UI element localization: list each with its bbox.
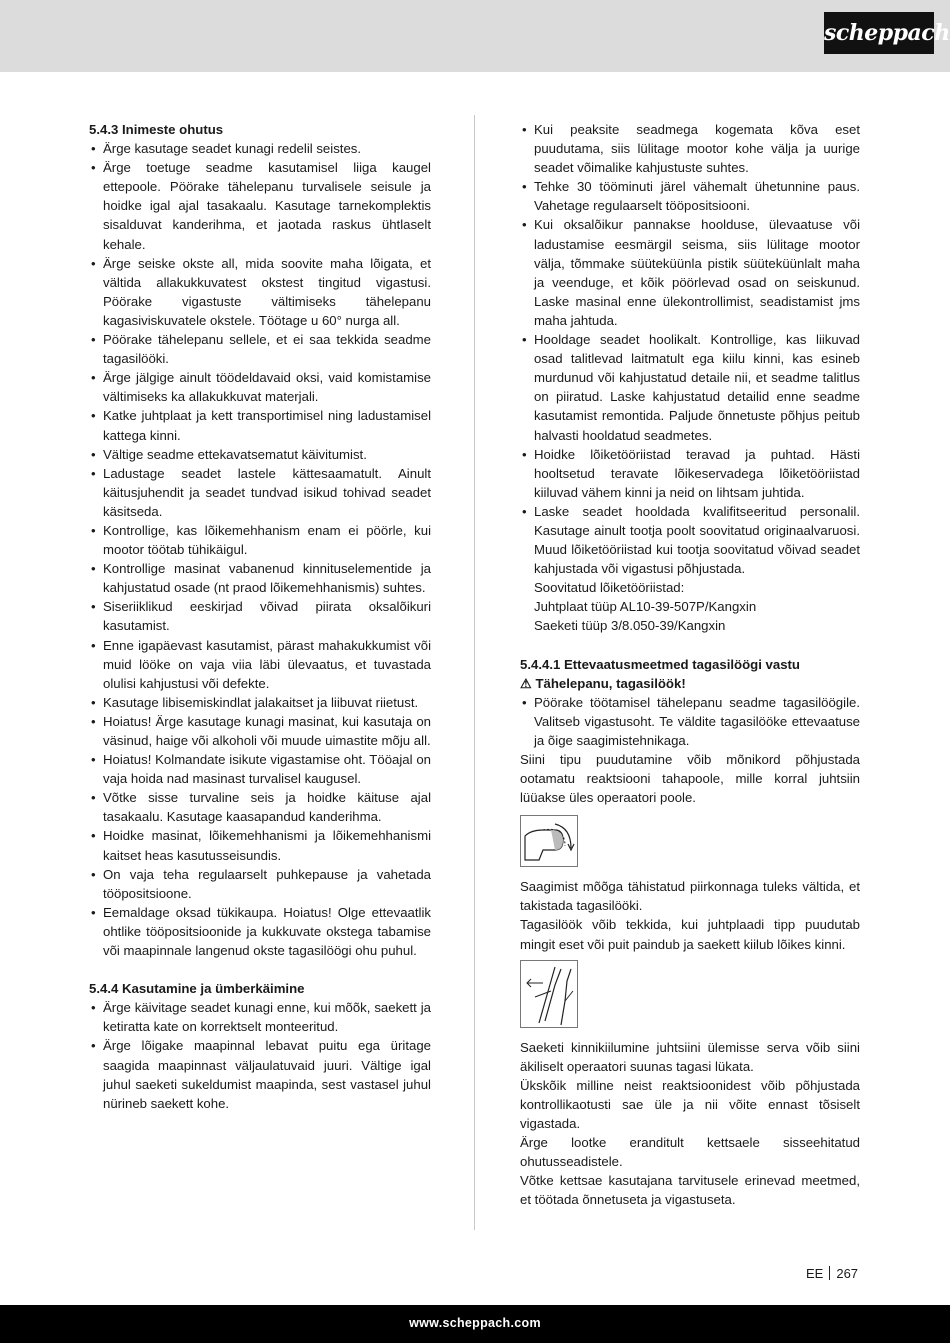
recommended-chain: Saeketi tüüp 3/8.050-39/Kangxin [534,618,726,634]
page-separator [829,1266,830,1280]
kickback-list [520,693,860,750]
list-item: • Siseriiklikud eeskirjad võivad piirata oksalõikuri kasutamist. [89,597,431,635]
page-number [806,1266,858,1281]
list-item: • Pöörake tähelepanu sellele, et ei saa tekkida seadme tagasilööki. [89,330,431,368]
kickback-zone-figure [520,815,578,867]
section-heading-5-4-3: 5.4.3 Inimeste ohutus [89,122,224,137]
list-item: • Võtke sisse turvaline seis ja hoidke käituse ajal tasakaalu. Kasutage kaasapandud kanderihma. [89,788,431,826]
column-divider [474,115,475,1230]
list-item: • Ladustage seadet lastele kättesaamatult. Ainult käitusjuhendit ja seadet tundvad isikud tohivad seadet käsitseda. [89,464,431,521]
pinching-figure [520,960,578,1028]
list-item: • Ärge lõigake maapinnal lebavat puitu ega üritage saagida maapinnast väljaulatuvaid juuri. Vältige igal juhul saeketi sukeldumist maapinda, sest vastasel juhul nürineb saekett kohe. [89,1036,431,1112]
paragraph: Tagasilöök võib tekkida, kui juhtplaadi tipp puudutab mingit eset või puit paindub ja saekett kiilub lõikes kinni. [520,917,860,952]
footer-url[interactable]: www.scheppach.com [409,1316,541,1330]
paragraph: Ärge lootke eranditult kettsaele sisseehitatud ohutusseadistele. [520,1135,860,1170]
list-item: • Laske seadet hooldada kvalifitseeritud personalil. Kasutage ainult tootja poolt soovitatud originaalvaruosi. Muud lõiketööriistad kui tootja soovitatud võivad seadet kahjustada või vigastusi põhjustada. [520,502,860,578]
right-column [520,120,860,1210]
list-item: • Ärge seiske okste all, mida soovite maha lõigata, et vältida allakukkuvatest okstest tingitud vigastusi. Pöörake vigastuste vältimiseks tähelepanu kagasiviskuvatele okstele. Töötage u 60° nurga all. [89,254,431,330]
footer-bar [0,1305,950,1343]
list-item: • Tehke 30 tööminuti järel vähemalt ühetunnine paus. Vahetage regulaarselt tööpositsiooni. [520,177,860,215]
brand-logo: scheppach [824,12,934,54]
list-item: • Katke juhtplaat ja kett transportimisel ning ladustamisel kattega kinni. [89,406,431,444]
section-heading-5-4-4-1: 5.4.4.1 Ettevaatusmeetmed tagasilöögi vastu [520,656,800,672]
paragraph: Siini tipu puudutamine võib mõnikord põhjustada ootamatu reaktsiooni tahapoole, mille korral juhtsiin lüüakse üles operaatori poole. [520,752,860,806]
section-heading-5-4-4: 5.4.4 Kasutamine ja ümberkäimine [89,981,305,997]
list-item: • Hoiatus! Ärge kasutage kunagi masinat, kui kasutaja on väsinud, haige või alkoholi või muude uimastite mõju all. [89,712,431,750]
list-item: • Hoiatus! Kolmandate isikute vigastamise oht. Tööajal on vaja hoida nad masinast turvalisel kaugusel. [89,750,431,788]
left-column [89,120,431,1113]
list-item: • Ärge toetuge seadme kasutamisel liiga kaugel ettepoole. Pöörake tähelepanu turvalisele seisule ja hoidke igal ajal tasakaalu. Kasutage tarnekomplektis sisalduvat kanderihma, et jaotada raskus ühtlaselt kehale. [89,158,431,253]
list-item: • Kasutage libisemiskindlat jalakaitset ja liibuvat riietust. [89,693,431,712]
header-bar [0,0,950,72]
list-item: • Vältige seadme ettekavatsematut käivitumist. [89,445,431,464]
maintenance-list [520,120,860,578]
list-item: • Kui oksalõikur pannakse hoolduse, ülevaatuse või ladustamise eesmärgil seisma, siis lülitage mootor välja, tõmmake süüteküünla pistik süüteküünlalt maha ja veenduge, et kõik pöörlevad osad on seiskunud. Laske masinal enne ülekontrollimist, seadistamist jms maha jahtuda. [520,215,860,330]
list-item: • Kontrollige, kas lõikemehhanism enam ei pöörle, kui mootor töötab tühikäigul. [89,521,431,559]
list-item: • Hooldage seadet hoolikalt. Kontrollige, kas liikuvad osad talitlevad laitmatult ega kiilu kinni, kas esineb murdunud või kahjustatud detaile nii, et seadme talitlus on piiratud. Laske kahjustatud detailid enne seadme kasutamist remontida. Paljude õnnetuste põhjus peitub halvasti hooldatud seadmetes. [520,330,860,445]
list-item: • Hoidke lõiketööriistad teravad ja puhtad. Hästi hooltsetud teravate lõikeservadega lõiketööriistad kiiluvad vähem kinni ja neid on lihtsam juhtida. [520,445,860,502]
paragraph: Saagimist mõõga tähistatud piirkonnaga tuleks vältida, et takistada tagasilööki. [520,879,860,914]
paragraph: Võtke kettsae kasutajana tarvitusele erinevad meetmed, et töötada õnnetuseta ja vigastuseta. [520,1173,860,1208]
paragraph: Ükskõik milline neist reaktsioonidest võib põhjustada kontrollikaotusti sae üle ja nii võite ennast tõsiselt vigastada. [520,1077,860,1132]
list-item: • On vaja teha regulaarselt puhkepause ja vahetada tööpositsioone. [89,865,431,903]
list-item: • Pöörake töötamisel tähelepanu seadme tagasilöögile. Valitseb vigastusoht. Te väldite tagasilööke ettevaatuse ja õige saagimistehnikaga. [520,693,860,750]
list-item: • Ärge jälgige ainult töödeldavaid oksi, vaid komistamise vältimiseks ka allakukkuvat materjali. [89,368,431,406]
kickback-warning: ⚠ Tähelepanu, tagasilöök! [520,675,686,691]
bar-tip-zone-icon [521,816,577,866]
list-item: • Eemaldage oksad tükikaupa. Hoiatus! Olge ettevaatlik ohtlike tööpositsioonide ja kukkuvate okstega tabamise või maapinnale langenud okste tagasilöögi ohu puhul. [89,903,431,960]
usage-list [89,998,431,1113]
list-item: • Enne igapäevast kasutamist, pärast mahakukkumist või muid lööke on vaja viia läbi ülevaatus, et tuvastada olulisi kahjustusi või defekte. [89,636,431,693]
safety-list [89,139,431,960]
list-item: • Kui peaksite seadmega kogemata kõva eset puudutama, siis lülitage mootor kohe välja ja uurige seadet võimalike kahjustuste suhtes. [520,120,860,177]
recommended-tools-label: Soovitatud lõiketööriistad: [534,580,685,596]
page-number-value: 267 [836,1266,859,1281]
branch-pinch-icon [521,961,577,1027]
recommended-bar: Juhtplaat tüüp AL10-39-507P/Kangxin [534,599,757,615]
paragraph: Saeketi kinnikiilumine juhtsiini ülemisse serva võib siini äkiliselt operaatori suunas tagasi lükata. [520,1039,860,1074]
list-item: • Ärge käivitage seadet kunagi enne, kui mõõk, saekett ja ketiratta kate on korrektselt monteeritud. [89,998,431,1036]
list-item: • Kontrollige masinat vabanenud kinnituselementide ja kahjustatud osade (nt praod lõikemehhanismis) suhtes. [89,559,431,597]
list-item: • Hoidke masinat, lõikemehhanismi ja lõikemehhanismi kaitset heas kasutusseisundis. [89,826,431,864]
list-item: • Ärge kasutage seadet kunagi redelil seistes. [89,139,431,158]
language-code: EE [806,1266,824,1281]
